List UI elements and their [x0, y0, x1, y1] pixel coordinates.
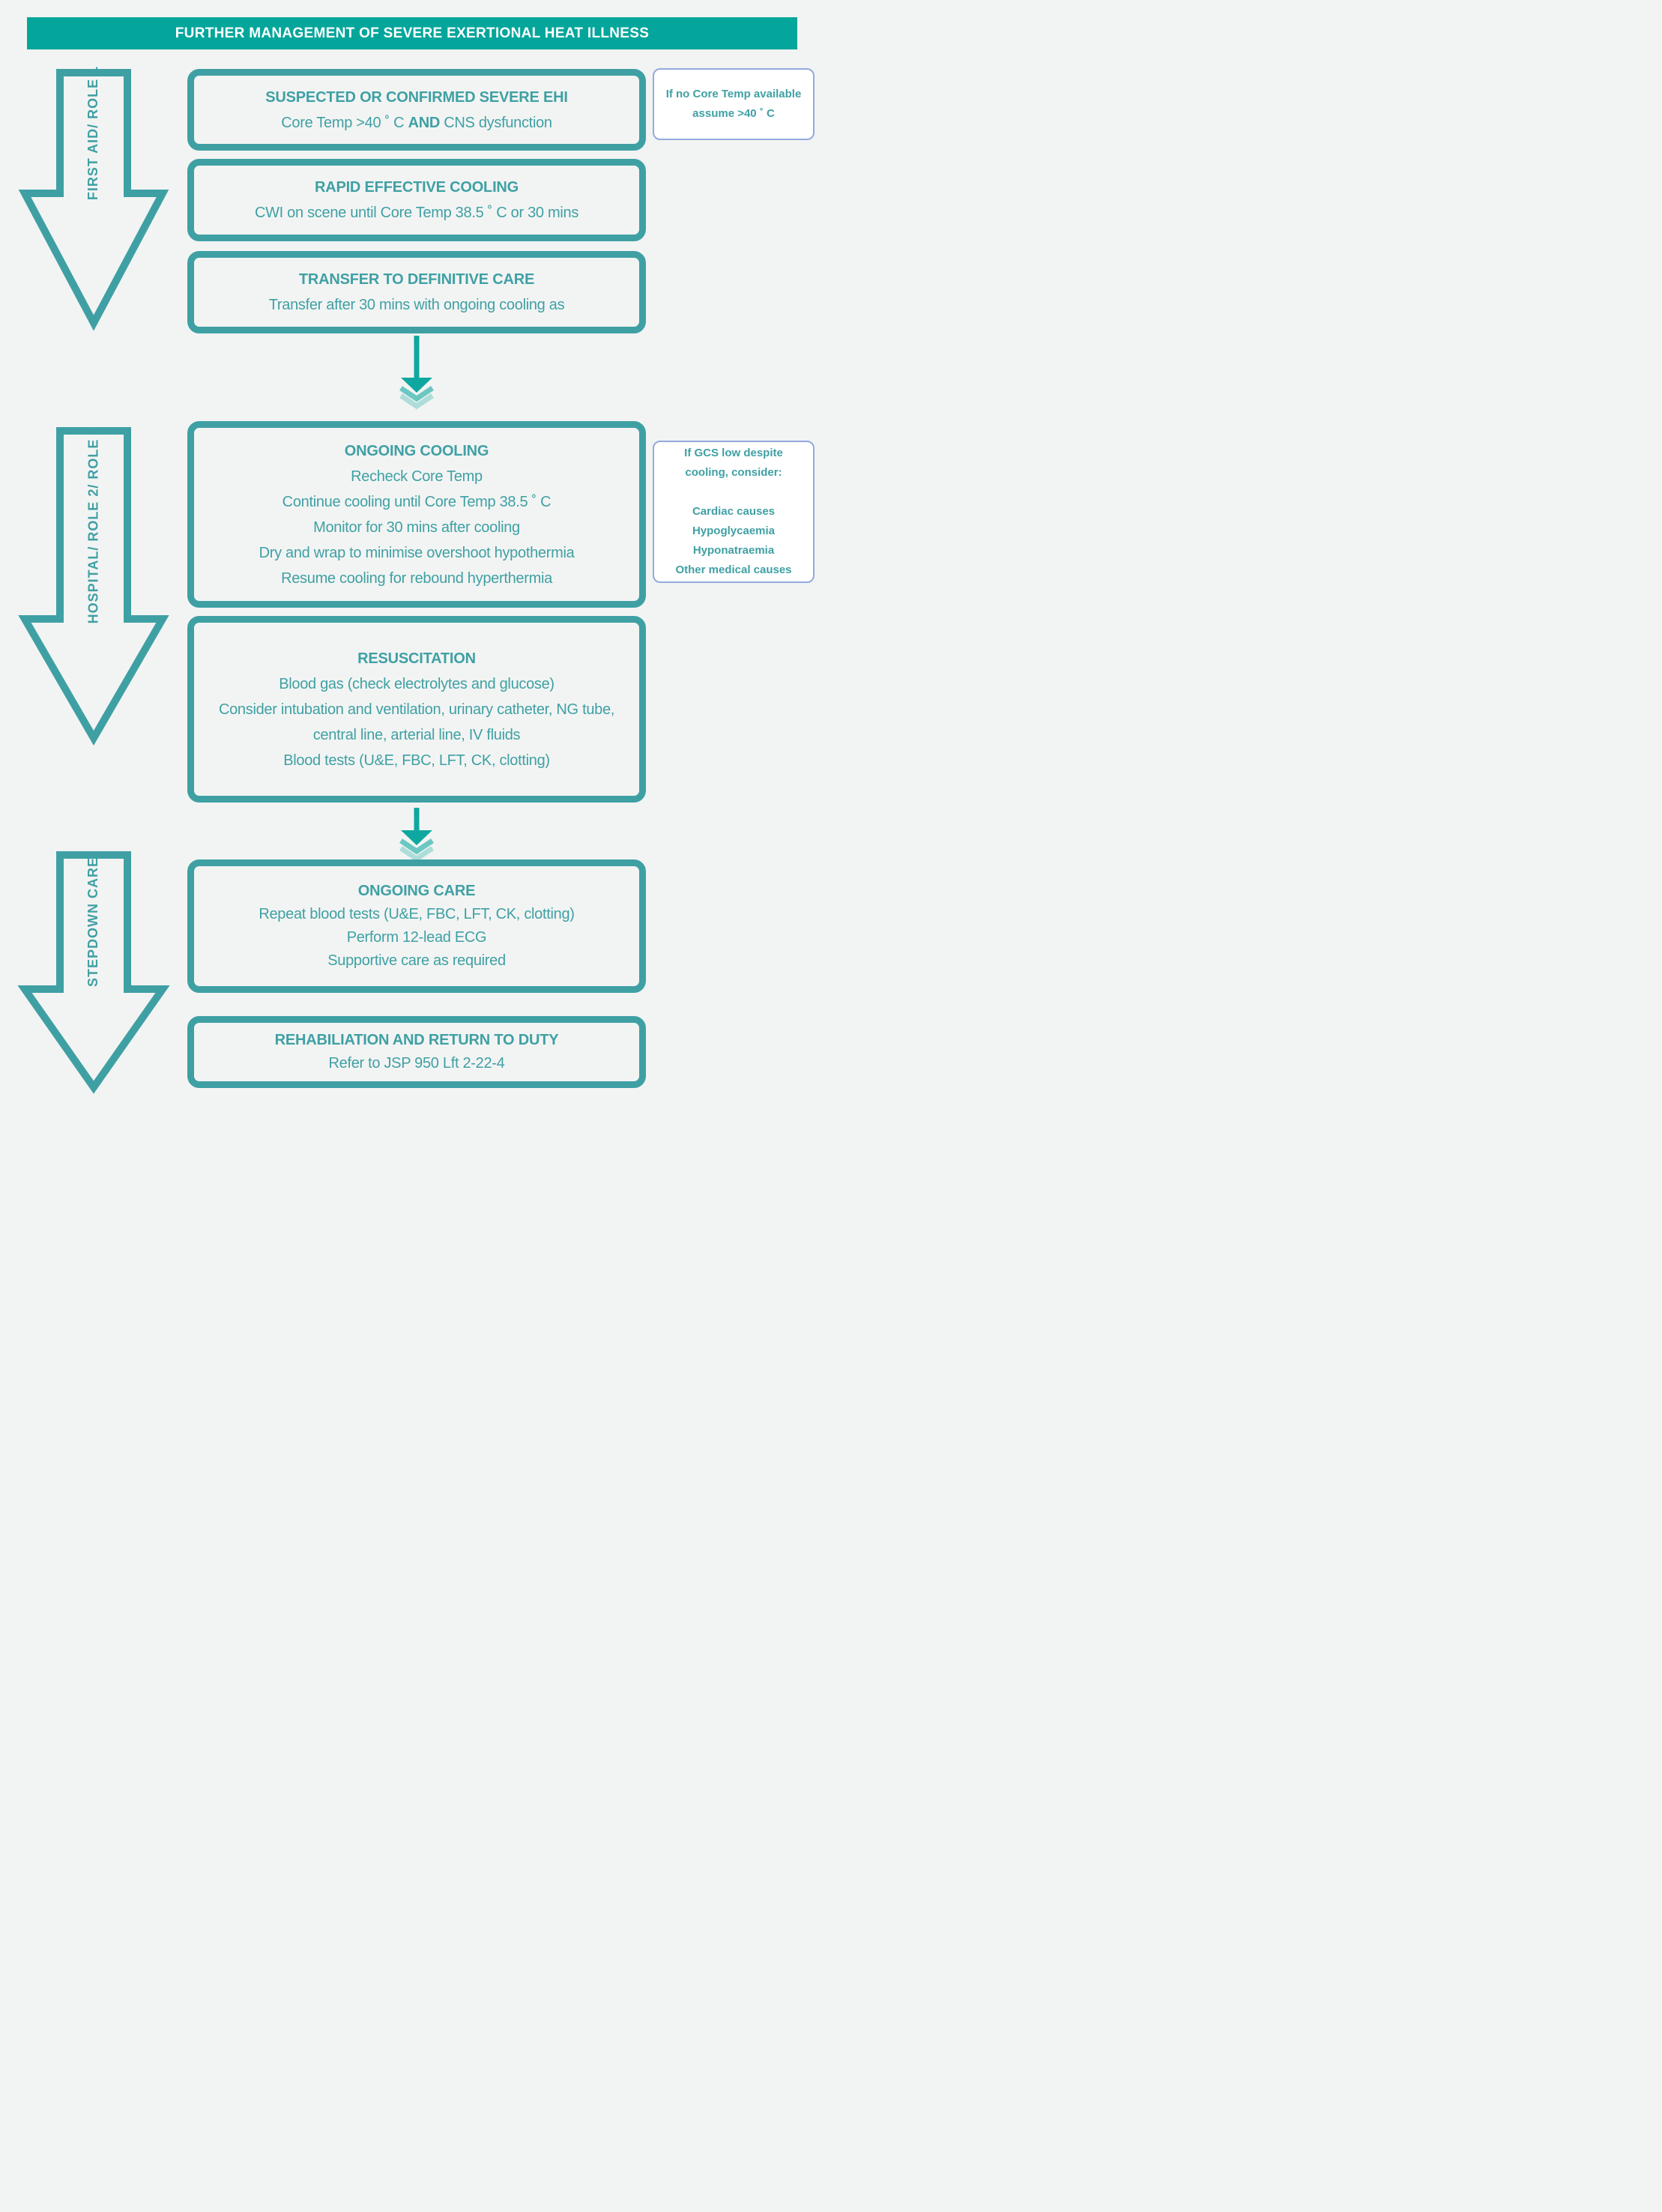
box-body-line: Blood tests (U&E, FBC, LFT, CK, clotting) — [283, 752, 550, 769]
note-cause: Hyponatraemia — [692, 544, 775, 557]
box-body-line: Resume cooling for rebound hyperthermia — [281, 569, 552, 587]
body-text: Core Temp >40 ˚ C — [281, 114, 408, 131]
flow-arrow-icon — [396, 808, 438, 857]
note-no-core-temp — [653, 68, 815, 140]
box-body-line: Consider intubation and ventilation, urinary catheter, NG tube, central line, arterial line, IV fluids — [218, 701, 615, 743]
box-body-line: Perform 12-lead ECG — [346, 929, 487, 946]
stage-label-first-aid: FIRST AID/ ROLE 1 — [85, 65, 101, 200]
box-body-line: Blood gas (check electrolytes and glucose) — [279, 675, 554, 692]
box-body-line: Refer to JSP 950 Lft 2-22-4 — [328, 1055, 505, 1072]
box-body — [281, 110, 552, 136]
stage-label-stepdown: STEPDOWN CARE — [85, 856, 101, 987]
box-body-line: CWI on scene until Core Temp 38.5 ˚ C or 30 mins — [254, 205, 579, 221]
box-body-line: Monitor for 30 mins after cooling — [313, 519, 520, 536]
flow-arrow-icon — [396, 336, 438, 405]
note-gcs-low — [653, 441, 815, 583]
box-body-line: Supportive care as required — [327, 952, 506, 969]
flow-connector — [396, 808, 438, 857]
box-transfer-definitive-care — [187, 251, 646, 333]
box-title: REHABILIATION AND RETURN TO DUTY — [274, 1032, 559, 1048]
note-text: If no Core Temp available assume >40 ˚ C — [665, 88, 802, 120]
title-banner — [27, 17, 797, 49]
stage-label-wrap — [21, 65, 166, 200]
box-suspected-severe-ehi — [187, 69, 646, 151]
stage-label-wrap — [21, 427, 166, 622]
flow-connector — [396, 336, 438, 405]
box-body-line: Repeat blood tests (U&E, FBC, LFT, CK, clotting) — [259, 906, 575, 922]
box-body-line: Recheck Core Temp — [351, 468, 483, 485]
stage-label-wrap — [21, 851, 166, 992]
box-title: RESUSCITATION — [357, 650, 476, 667]
box-title: TRANSFER TO DEFINITIVE CARE — [298, 271, 535, 288]
box-ongoing-care — [187, 859, 646, 993]
box-title: ONGOING COOLING — [344, 442, 489, 459]
box-rapid-effective-cooling — [187, 159, 646, 241]
body-text-bold: AND — [408, 114, 441, 131]
note-cause: Hypoglycaemia — [692, 525, 776, 537]
box-resuscitation — [187, 616, 646, 803]
box-body-line: Dry and wrap to minimise overshoot hypothermia — [259, 544, 575, 561]
stage-label-hospital: HOSPITAL/ ROLE 2/ ROLE 3 — [85, 426, 101, 623]
box-body-line: Transfer after 30 mins with ongoing cooling as — [268, 297, 565, 313]
box-title: SUSPECTED OR CONFIRMED SEVERE EHI — [265, 88, 568, 106]
box-body-line: Continue cooling until Core Temp 38.5 ˚ C — [282, 493, 552, 510]
note-intro: If GCS low despite cooling, consider: — [684, 447, 783, 479]
ehi-management-flowchart — [0, 0, 831, 1106]
box-title: RAPID EFFECTIVE COOLING — [314, 179, 519, 196]
page-title: FURTHER MANAGEMENT OF SEVERE EXERTIONAL HEAT ILLNESS — [175, 25, 650, 41]
note-cause: Other medical causes — [675, 563, 792, 576]
box-title: ONGOING CARE — [357, 883, 476, 899]
box-ongoing-cooling — [187, 421, 646, 608]
box-rehabilitation-return-to-duty — [187, 1016, 646, 1088]
body-text: CNS dysfunction — [440, 114, 552, 131]
note-cause: Cardiac causes — [692, 505, 776, 518]
